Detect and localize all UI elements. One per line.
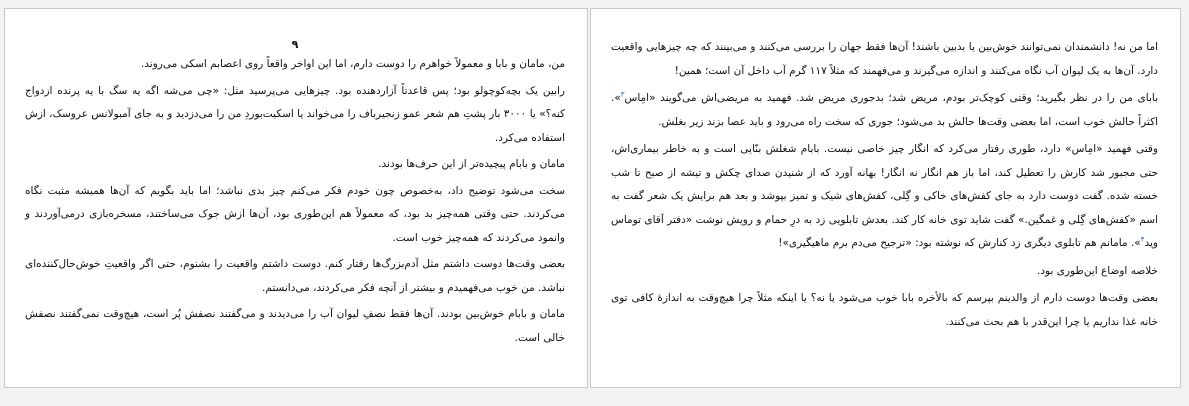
paragraph-text: ». مامانم هم تابلوی دیگری زد کنارش که نوشته بود: «ترجیح می‌دم برم ماهیگیری»! [778,237,1141,249]
paragraph [611,87,1158,134]
paragraph: من، مامان و بابا و معمولاً خواهرم را دوست دارم، اما این اواخر واقعاً روی اعصابم اسکی می‌روند. [140,58,565,70]
right-page-text [611,36,1158,338]
paragraph: سخت می‌شود توضیح داد، به‌خصوص چون خودم فکر می‌کنم چیز بدی نباشد؛ اما باید بگویم که آن‌ها همیشه مثبت نگاه می‌کردند. حتی وقتی همه‌چیز بد بود، که معمولاً هم این‌طوری بود، آن‌ها ازش جوک می‌ساختند، مسخره‌بازی درمی‌آوردند و وانمود می‌کردند که همه‌چیز خوب است. [25,184,565,244]
paragraph [611,138,1158,256]
paragraph [611,260,1158,284]
right-page [590,8,1181,388]
left-page [4,8,588,388]
footnote-marker[interactable]: ۳ [620,90,625,99]
paragraph: مامان و بابام خوش‌بین بودند. آن‌ها فقط نصفِ لیوان آب را می‌دیدند و می‌گفتند نصفش پُر است، هیچ‌وقت نمی‌گفتند نصفش خالی است. [25,308,565,344]
paragraph-text: اما من نه! دانشمندان نمی‌توانند خوش‌بین یا بدبین باشند! آن‌ها فقط جهان را بررسی می‌کنند و می‌بینند که چه چیزهایی واقعیت دارد. آن‌ها به یک لیوان آب نگاه می‌کنند و اندازه می‌گیرند و می‌فهمند که مثلاً ۱۱۷ گرم آب داخل آن است؛ همین! [611,41,1158,77]
paragraph-text: وقتی فهمید «امِاس» دارد، طوری رفتار می‌کرد که انگار چیز خاصی نیست. بابام شغلش بنّایی است و به خاطر بیماری‌اش، حتی مجبور شد کارش را تعطیل کند، اما باز هم انگار نه انگار! بهانه آورد که از شنیدن صدای چکش و تیشه از صبح تا شب خسته شده. گفت دوست دارد به جای کفش‌های خاکی و گِلی، کفش‌های شیک و تمیز بپوشد و بعد هم برایش یک شعر گفت به اسم «کفش‌های گِلی و غمگین.» گفت شاید توی خانه کار کند. بعدش تابلویی زد به درِ حمام و رویش نوشت «دفتر آقای توماس وید [611,143,1158,249]
footnote-marker[interactable]: ۴ [1140,235,1145,244]
paragraph-text: بعضی وقت‌ها دوست دارم از والدینم بپرسم که بالأخره بابا خوب می‌شود یا نه؟ یا اینکه مثلاً چرا هیچ‌وقت به اندازهٔ کافی توی خانه غذا نداریم یا چرا این‌قدر با هم بحث می‌کنند. [611,292,1158,328]
page-number: ۹ [291,38,299,51]
paragraph-text: بابای من را در نظر بگیرید؛ وقتی کوچک‌تر بودم، مریض شد؛ بدجوری مریض شد. فهمید به مریضی‌اش می‌گویند «امِاس [624,92,1158,104]
paragraph [611,36,1158,83]
left-page-text [25,37,565,353]
paragraph: بعضی وقت‌ها دوست داشتم مثل آدم‌بزرگ‌ها رفتار کنم. دوست داشتم واقعیت را بشنوم، حتی اگر واقعیتِ خوش‌حال‌کننده‌ای نباشد. من خوب می‌فهمیدم و بیشتر از آنچه فکر می‌کردند، می‌دانستم. [25,258,565,294]
paragraph-text: ». اکثراً حالش خوب است، اما بعضی وقت‌ها حالش بد می‌شود؛ جوری که سخت راه می‌رود و باید عصا بزند زیر بغلش. [611,92,1158,128]
paragraph [611,287,1158,334]
paragraph: رابین یک بچه‌کوچولو بود؛ پس قاعدتاً آزاردهنده بود. چیزهایی می‌پرسید مثل: «چی می‌شه اگه یه سگ با یه پرنده ازدواج کنه؟» یا ۳۰۰۰ بار پشتِ هم شعر عمو زنجیرباف را می‌خواند یا اسکیت‌بوردِ من را می‌دزدید و به جای آمبولانس عروسک، ازش استفاده می‌کرد. [25,84,565,144]
paragraph: مامان و بابام پیچیده‌تر از این حرف‌ها بودند. [378,158,565,170]
paragraph-text: خلاصه اوضاع این‌طوری بود. [1037,264,1158,277]
